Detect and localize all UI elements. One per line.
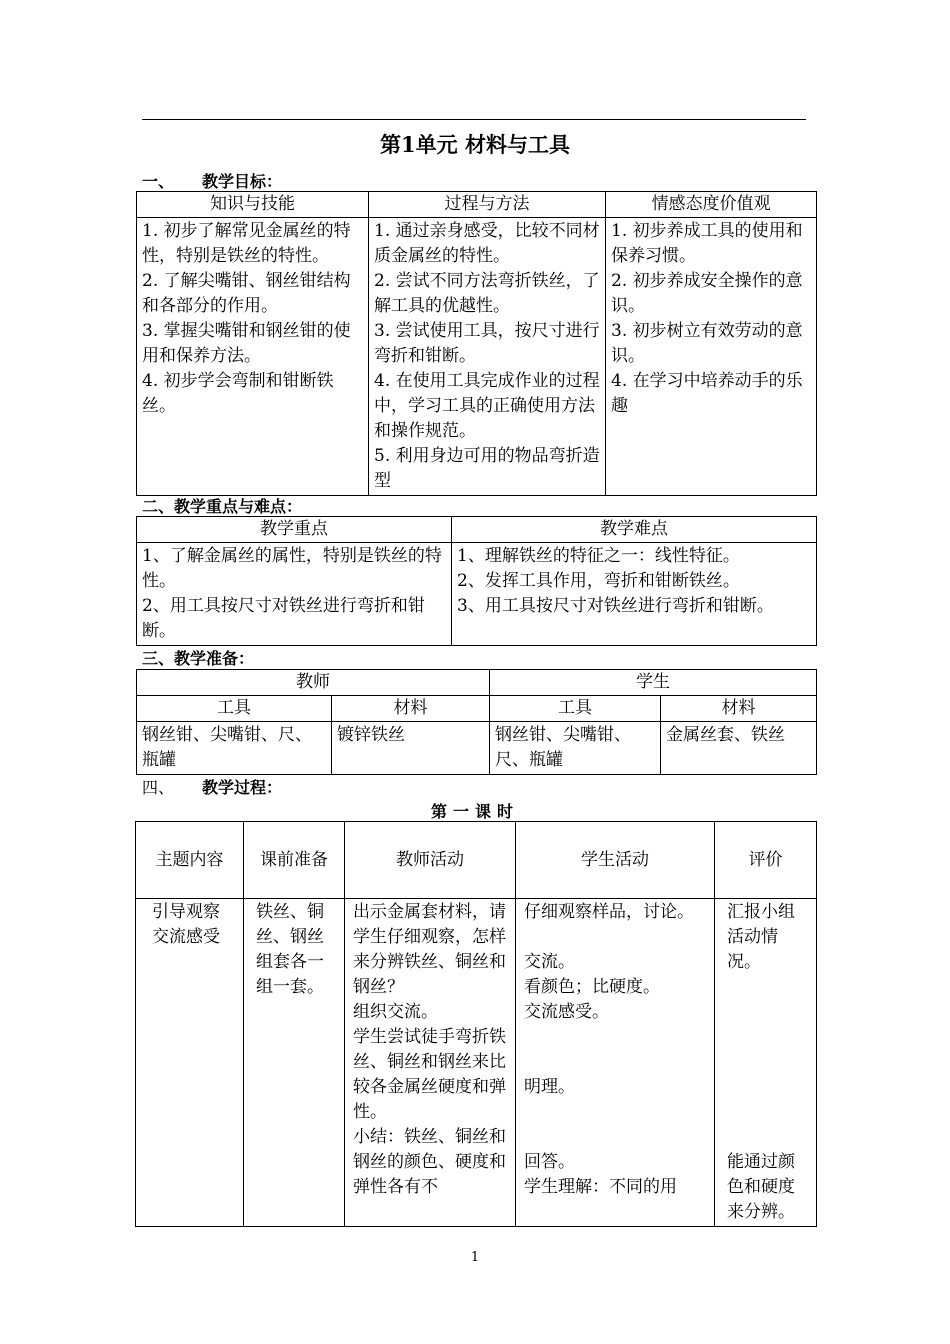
goals-knowledge-cell: [137, 218, 369, 496]
process-header-evaluation: 评价: [715, 822, 817, 899]
goals-process-item: 1. 通过亲身感受，比较不同材质金属丝的特性。: [374, 221, 600, 266]
goals-header-attitude: 情感态度价值观: [606, 192, 817, 218]
goals-attitude-item: 4. 在学习中培养动手的乐趣: [611, 371, 803, 416]
section-4-number: 四、: [142, 778, 175, 797]
keypoints-header-focus: 教学重点: [137, 517, 452, 543]
teacher-activity: 组织交流。: [353, 1002, 438, 1022]
prep-teacher-header: 教师: [137, 670, 490, 696]
prep-teacher-material-header: 材料: [332, 696, 490, 722]
teacher-activity: 小结：铁丝、铜丝和钢丝的颜色、硬度和弹性各有不: [353, 1127, 506, 1197]
prep-teacher-material: 镀锌铁丝: [332, 722, 490, 775]
process-header-topic: 主题内容: [136, 822, 244, 899]
student-activity: 看颜色；比硬度。: [524, 977, 660, 997]
keypoints-focus-cell: [137, 543, 452, 646]
difficulty-item: 3、用工具按尺寸对铁丝进行弯折和钳断。: [457, 596, 774, 616]
section-1-heading: [142, 169, 282, 192]
keypoints-difficulty-cell: [452, 543, 817, 646]
prep-teacher-tools: 钢丝钳、尖嘴钳、尺、瓶罐: [137, 722, 332, 775]
goals-attitude-item: 1. 初步养成工具的使用和保养习惯。: [611, 221, 803, 266]
prep-student-header: 学生: [490, 670, 817, 696]
student-activity: [524, 1025, 706, 1050]
student-activity: [524, 1050, 706, 1075]
goals-knowledge-item: 1. 初步了解常见金属丝的特性，特别是铁丝的特性。: [142, 221, 351, 266]
keypoints-header-difficulty: 教学难点: [452, 517, 817, 543]
spacer: [727, 1075, 804, 1100]
section-1-label: 教学目标：: [202, 172, 283, 191]
evaluation-item: 汇报小组活动情况。: [727, 902, 795, 972]
lesson-title: 第一课时: [430, 802, 519, 821]
keypoints-table: [136, 516, 817, 646]
difficulty-item: 2、发挥工具作用，弯折和钳断铁丝。: [457, 571, 740, 591]
prep-teacher-tool-header: 工具: [137, 696, 332, 722]
student-activity: [524, 1100, 706, 1125]
process-teacher-cell: [345, 899, 516, 1227]
goals-process-item: 3. 尝试使用工具，按尺寸进行弯折和钳断。: [374, 321, 600, 366]
prep-student-material-header: 材料: [661, 696, 817, 722]
section-4-heading: [142, 775, 282, 798]
difficulty-item: 1、理解铁丝的特征之一：线性特征。: [457, 546, 740, 566]
page-title: 第1单元 材料与工具: [380, 132, 570, 157]
goals-table: [136, 191, 817, 496]
process-header-prep: 课前准备: [244, 822, 345, 899]
section-2-heading: 二、教学重点与难点：: [142, 497, 303, 516]
student-activity: 回答。: [524, 1152, 575, 1172]
goals-header-process: 过程与方法: [369, 192, 606, 218]
goals-attitude-item: 2. 初步养成安全操作的意识。: [611, 271, 803, 316]
goals-knowledge-item: 4. 初步学会弯制和钳断铁丝。: [142, 371, 334, 416]
process-header-student: 学生活动: [516, 822, 715, 899]
student-activity: 仔细观察样品，讨论。: [524, 902, 694, 922]
focus-item: 2、用工具按尺寸对铁丝进行弯折和钳断。: [142, 596, 425, 641]
process-prep-cell: 铁丝、铜丝、钢丝组套各一组一套。: [244, 899, 345, 1227]
goals-knowledge-item: 3. 掌握尖嘴钳和钢丝钳的使用和保养方法。: [142, 321, 351, 366]
student-activity: 明理。: [524, 1077, 575, 1097]
spacer: [727, 1000, 804, 1025]
focus-item: 1、了解金属丝的属性，特别是铁丝的特性。: [142, 546, 442, 591]
goals-knowledge-item: 2. 了解尖嘴钳、钢丝钳结构和各部分的作用。: [142, 271, 351, 316]
prep-student-tools: 钢丝钳、尖嘴钳、尺、瓶罐: [490, 722, 661, 775]
goals-process-item: 2. 尝试不同方法弯折铁丝，了解工具的优越性。: [374, 271, 600, 316]
goals-attitude-item: 3. 初步树立有效劳动的意识。: [611, 321, 803, 366]
page-number: 1: [470, 1250, 480, 1265]
header-rule: [142, 119, 806, 120]
process-student-cell: [516, 899, 715, 1227]
process-evaluation-cell: [715, 899, 817, 1227]
student-activity: 交流。: [524, 952, 575, 972]
spacer: [727, 975, 804, 1000]
section-1-number: 一、: [142, 172, 175, 191]
teacher-activity: 出示金属套材料，请学生仔细观察，怎样来分辨铁丝、铜丝和钢丝？: [353, 902, 506, 997]
spacer: [727, 1050, 804, 1075]
spacer: [727, 1100, 804, 1125]
spacer: [727, 1125, 804, 1150]
prep-table: [136, 669, 817, 775]
goals-header-knowledge: 知识与技能: [137, 192, 369, 218]
process-table: [135, 821, 817, 1227]
student-activity: 学生理解：不同的用: [524, 1177, 677, 1197]
prep-student-material: 金属丝套、铁丝: [661, 722, 817, 775]
teacher-activity: 学生尝试徒手弯折铁丝、铜丝和钢丝来比较各金属丝硬度和弹性。: [353, 1027, 506, 1122]
section-4-label: 教学过程：: [202, 778, 283, 797]
goals-attitude-cell: [606, 218, 817, 496]
student-activity: [524, 1125, 706, 1150]
goals-process-cell: [369, 218, 606, 496]
student-activity: [524, 925, 706, 950]
section-3-heading: 三、教学准备：: [142, 649, 255, 668]
evaluation-item: 能通过颜色和硬度来分辨。: [727, 1152, 795, 1222]
process-header-teacher: 教师活动: [345, 822, 516, 899]
goals-process-item: 4. 在使用工具完成作业的过程中，学习工具的正确使用方法和操作规范。: [374, 371, 600, 441]
process-topic-cell: 引导观察交流感受: [136, 899, 244, 1227]
student-activity: 交流感受。: [524, 1002, 609, 1022]
spacer: [727, 1025, 804, 1050]
prep-student-tool-header: 工具: [490, 696, 661, 722]
goals-process-item: 5. 利用身边可用的物品弯折造型: [374, 446, 600, 491]
